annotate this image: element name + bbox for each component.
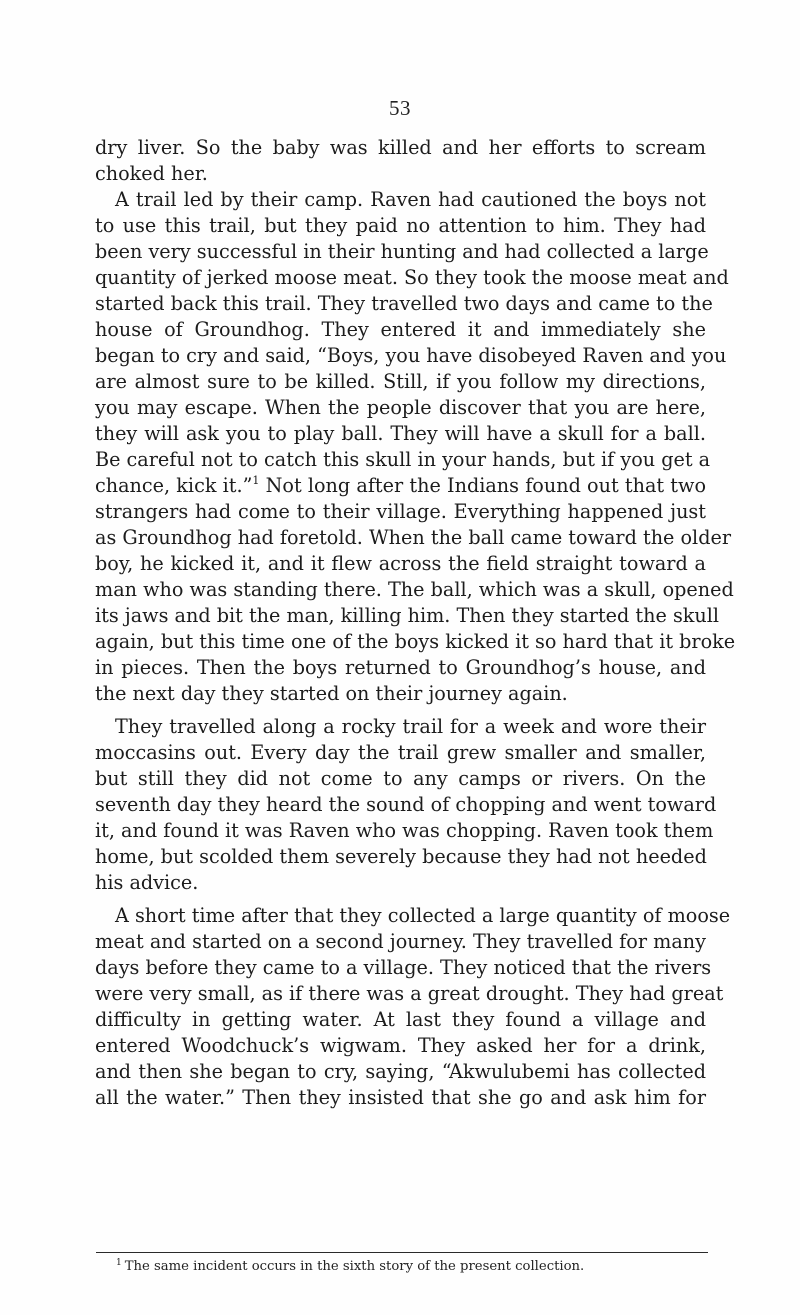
text-line: but still they did not come to any camps or rivers. On the [95,767,706,790]
footnote-reference[interactable]: 1 [252,474,260,487]
text-line: in pieces. Then the boys returned to Groundhog’s house, and [95,656,706,679]
text-line: home, but scolded them severely because they had not heeded [95,845,707,868]
footnote-text: The same incident occurs in the sixth story of the present collection. [124,1259,585,1274]
footnote-marker: 1 [116,1258,122,1268]
text-line: began to cry and said, “Boys, you have disobeyed Raven and you [95,344,727,367]
text-line: quantity of jerked moose meat. So they took the moose meat and [95,266,729,289]
page-number: 53 [389,96,411,120]
text-line: house of Groundhog. They entered it and immediately she [95,318,706,341]
text-line: man who was standing there. The ball, which was a skull, opened [95,578,734,601]
text-line: They travelled along a rocky trail for a week and wore their [115,715,706,738]
text-line: you may escape. When the people discover that you are here, [95,396,706,419]
paragraph-gap [95,896,706,903]
text-line: all the water.” Then they insisted that she go and ask him for [95,1086,706,1109]
body-text [95,135,736,1111]
text-line: were very small, as if there was a great drought. They had great [95,982,724,1005]
text-line: moccasins out. Every day the trail grew smaller and smaller, [95,741,706,764]
text-line: started back this trail. They travelled two days and came to the [95,292,713,315]
text-line: days before they came to a village. They noticed that the rivers [95,956,712,979]
text-line: the next day they started on their journey again. [95,682,568,705]
text-line: entered Woodchuck’s wigwam. They asked her for a drink, [95,1034,706,1057]
text-line: it, and found it was Raven who was chopping. Raven took them [95,819,714,842]
text-line: its jaws and bit the man, killing him. Then they started the skull [95,604,720,627]
text-line: A short time after that they collected a large quantity of moose [115,904,731,927]
footnote [96,1258,708,1276]
footnote-divider [96,1252,708,1253]
text-line: strangers had come to their village. Everything happened just [95,500,706,523]
text-line: again, but this time one of the boys kicked it so hard that it broke [95,630,736,653]
text-line: been very successful in their hunting and had collected a large [95,240,709,263]
text-line: his advice. [95,871,199,894]
text-line: to use this trail, but they paid no attention to him. They had [95,214,706,237]
text-line: meat and started on a second journey. They travelled for many [95,930,706,953]
paragraph-gap [95,707,706,714]
text-line: difficulty in getting water. At last they found a village and [95,1008,706,1031]
text-line: seventh day they heard the sound of chopping and went toward [95,793,717,816]
text-line: as Groundhog had foretold. When the ball came toward the older [95,526,732,549]
text-line: dry liver. So the baby was killed and her efforts to scream [95,136,706,159]
text-line-with-footnote [95,473,706,499]
text-line: and then she began to cry, saying, “Akwulubemi has collected [95,1060,706,1083]
text-fragment: Not long after the Indians found out that two [259,474,706,497]
text-fragment: chance, kick it.” [95,474,253,497]
text-line: choked her. [95,162,208,185]
text-line: they will ask you to play ball. They will have a skull for a ball. [95,422,706,445]
text-line: Be careful not to catch this skull in your hands, but if you get a [95,448,711,471]
text-line: boy, he kicked it, and it flew across the field straight toward a [95,552,706,575]
text-line: are almost sure to be killed. Still, if you follow my directions, [95,370,706,393]
text-line: A trail led by their camp. Raven had cautioned the boys not [115,188,706,211]
